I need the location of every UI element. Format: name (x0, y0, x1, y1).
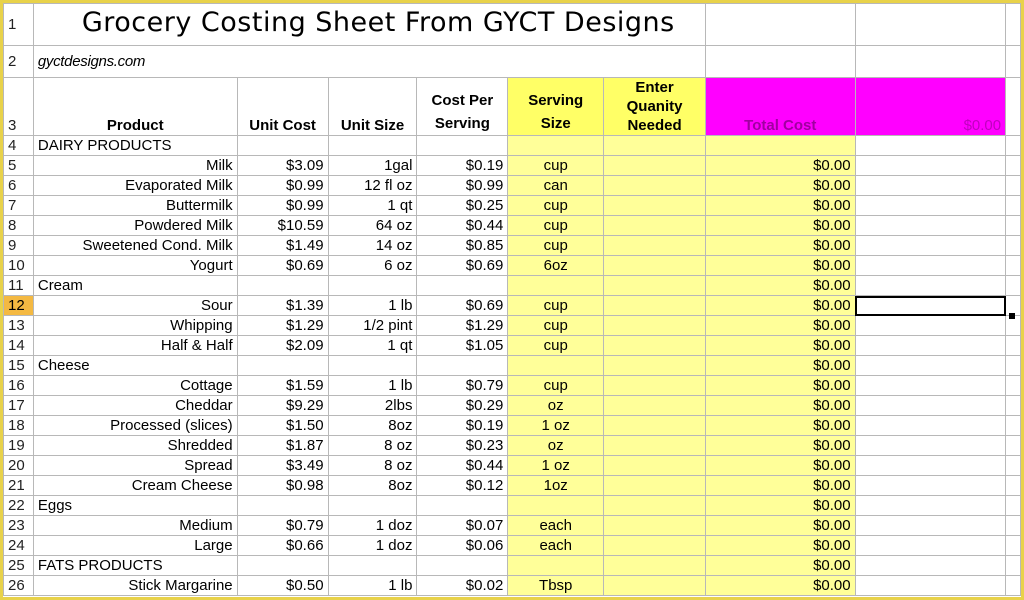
row-header[interactable]: 11 (4, 276, 34, 296)
cell-unit-size[interactable]: 8 oz (328, 436, 417, 456)
cell[interactable] (1006, 496, 1021, 516)
cell-unit-size[interactable]: 14 oz (328, 236, 417, 256)
header-cost-per-serving[interactable]: Cost Per Serving (417, 78, 508, 136)
cell[interactable] (1006, 376, 1021, 396)
total-cost-value[interactable]: $0.00 (855, 78, 1006, 136)
cell-unit-cost[interactable]: $0.66 (237, 536, 328, 556)
cell-product[interactable]: Cream Cheese (33, 476, 237, 496)
cell[interactable] (855, 556, 1006, 576)
row-header[interactable]: 22 (4, 496, 34, 516)
cell-cost-per-serving[interactable]: $0.19 (417, 416, 508, 436)
cell-product[interactable]: Half & Half (33, 336, 237, 356)
cell[interactable] (855, 456, 1006, 476)
row-header[interactable]: 20 (4, 456, 34, 476)
cell-product[interactable]: Medium (33, 516, 237, 536)
cell[interactable] (1006, 576, 1021, 596)
cell-unit-size[interactable]: 1 qt (328, 196, 417, 216)
cell-serving-size[interactable]: cup (508, 156, 604, 176)
cell-unit-size[interactable]: 1 lb (328, 296, 417, 316)
row-header[interactable]: 12 (4, 296, 34, 316)
cell-cost-per-serving[interactable]: $0.29 (417, 396, 508, 416)
cell-serving-size[interactable] (508, 556, 604, 576)
cell[interactable] (1006, 276, 1021, 296)
cell[interactable] (855, 276, 1006, 296)
table-row (4, 156, 1021, 176)
row-header[interactable]: 9 (4, 236, 34, 256)
cell-serving-size[interactable] (508, 356, 604, 376)
cell-unit-cost[interactable] (237, 136, 328, 156)
row-header[interactable]: 23 (4, 516, 34, 536)
row-header[interactable]: 7 (4, 196, 34, 216)
quantity-input[interactable] (604, 336, 706, 356)
selection-fill-handle[interactable] (1009, 313, 1015, 319)
cell-cost-per-serving[interactable]: $0.44 (417, 216, 508, 236)
cell-unit-cost[interactable] (237, 356, 328, 376)
cell-serving-size[interactable]: oz (508, 436, 604, 456)
quantity-input[interactable] (604, 256, 706, 276)
sheet-title: Grocery Costing Sheet From GYCT Designs (81, 7, 675, 38)
header-enter-quantity[interactable]: Enter Quanity Needed (604, 78, 706, 136)
header-product[interactable]: Product (33, 78, 237, 136)
cell[interactable] (1006, 4, 1021, 46)
cell-unit-cost[interactable]: $1.87 (237, 436, 328, 456)
header-serving-size[interactable]: Serving Size (508, 78, 604, 136)
cell-total-cost[interactable]: $0.00 (705, 516, 855, 536)
cell[interactable] (1006, 516, 1021, 536)
cell[interactable] (1006, 256, 1021, 276)
table-row (4, 436, 1021, 456)
cell-unit-cost[interactable]: $3.49 (237, 456, 328, 476)
category-row (4, 556, 1021, 576)
cell-unit-size[interactable]: 1 qt (328, 336, 417, 356)
cell-unit-size[interactable] (328, 276, 417, 296)
table-row (4, 336, 1021, 356)
cell[interactable] (1006, 336, 1021, 356)
quantity-input[interactable] (604, 296, 706, 316)
cell[interactable] (855, 436, 1006, 456)
row-header[interactable]: 25 (4, 556, 34, 576)
cell-serving-size[interactable]: can (508, 176, 604, 196)
table-row (4, 196, 1021, 216)
cell-total-cost[interactable]: $0.00 (705, 456, 855, 476)
quantity-input[interactable] (604, 136, 706, 156)
cell-unit-cost[interactable]: $0.99 (237, 176, 328, 196)
cell[interactable] (855, 396, 1006, 416)
table-row (4, 316, 1021, 336)
cell-unit-size[interactable]: 6 oz (328, 256, 417, 276)
cell-product[interactable]: Buttermilk (33, 196, 237, 216)
row-header[interactable]: 3 (4, 78, 34, 136)
category-label[interactable]: DAIRY PRODUCTS (33, 136, 237, 156)
quantity-input[interactable] (604, 516, 706, 536)
row-header[interactable]: 4 (4, 136, 34, 156)
cell-serving-size[interactable] (508, 496, 604, 516)
cell-serving-size[interactable]: cup (508, 216, 604, 236)
row-header[interactable]: 24 (4, 536, 34, 556)
row-header[interactable]: 6 (4, 176, 34, 196)
cell[interactable] (1006, 436, 1021, 456)
cell[interactable] (1006, 416, 1021, 436)
cell-total-cost[interactable]: $0.00 (705, 376, 855, 396)
quantity-input[interactable] (604, 176, 706, 196)
cell-total-cost[interactable]: $0.00 (705, 196, 855, 216)
row-header[interactable]: 15 (4, 356, 34, 376)
cell-cost-per-serving[interactable]: $0.12 (417, 476, 508, 496)
cell[interactable] (855, 256, 1006, 276)
cell-product[interactable]: Cottage (33, 376, 237, 396)
cell-product[interactable]: Powdered Milk (33, 216, 237, 236)
cell[interactable] (855, 536, 1006, 556)
cell-cost-per-serving[interactable]: $0.69 (417, 296, 508, 316)
cell-total-cost[interactable]: $0.00 (705, 336, 855, 356)
cell-cost-per-serving[interactable] (417, 276, 508, 296)
cell[interactable] (855, 416, 1006, 436)
cell-serving-size[interactable]: oz (508, 396, 604, 416)
cell-unit-size[interactable]: 12 fl oz (328, 176, 417, 196)
cell-total-cost[interactable]: $0.00 (705, 476, 855, 496)
cell[interactable] (705, 4, 855, 46)
cell[interactable] (855, 46, 1006, 78)
quantity-input[interactable] (604, 416, 706, 436)
cell-serving-size[interactable]: each (508, 516, 604, 536)
cell[interactable] (705, 46, 855, 78)
table-row (4, 576, 1021, 596)
quantity-input[interactable] (604, 456, 706, 476)
cell-cost-per-serving[interactable]: $0.79 (417, 376, 508, 396)
cell-cost-per-serving[interactable]: $0.07 (417, 516, 508, 536)
cell[interactable] (855, 476, 1006, 496)
table-row (4, 176, 1021, 196)
category-row (4, 356, 1021, 376)
cell-unit-cost[interactable]: $2.09 (237, 336, 328, 356)
cell[interactable] (1006, 78, 1021, 136)
cell-unit-cost[interactable]: $1.49 (237, 236, 328, 256)
cell[interactable] (855, 336, 1006, 356)
cell-cost-per-serving[interactable]: $1.29 (417, 316, 508, 336)
cell-serving-size[interactable]: cup (508, 196, 604, 216)
cell-unit-size[interactable]: 8 oz (328, 456, 417, 476)
cell-total-cost[interactable]: $0.00 (705, 156, 855, 176)
cell[interactable] (855, 176, 1006, 196)
row-header[interactable]: 5 (4, 156, 34, 176)
cell-total-cost[interactable]: $0.00 (705, 276, 855, 296)
cell-product[interactable]: Stick Margarine (33, 576, 237, 596)
cell[interactable] (1006, 356, 1021, 376)
cell-serving-size[interactable]: cup (508, 296, 604, 316)
cell-cost-per-serving[interactable]: $0.23 (417, 436, 508, 456)
cell[interactable] (855, 216, 1006, 236)
row-3-headers (4, 78, 1021, 136)
row-header[interactable]: 8 (4, 216, 34, 236)
category-label[interactable]: Eggs (33, 496, 237, 516)
cell-product[interactable]: Yogurt (33, 256, 237, 276)
quantity-input[interactable] (604, 216, 706, 236)
cell[interactable] (1006, 236, 1021, 256)
cell-unit-cost[interactable] (237, 556, 328, 576)
cell-unit-cost[interactable]: $0.50 (237, 576, 328, 596)
cell-unit-cost[interactable]: $0.99 (237, 196, 328, 216)
cell-cost-per-serving[interactable]: $0.44 (417, 456, 508, 476)
cell-serving-size[interactable]: 1oz (508, 476, 604, 496)
quantity-input[interactable] (604, 496, 706, 516)
cell-total-cost[interactable]: $0.00 (705, 576, 855, 596)
header-unit-size[interactable]: Unit Size (328, 78, 417, 136)
row-header[interactable]: 14 (4, 336, 34, 356)
cell-cost-per-serving[interactable] (417, 496, 508, 516)
table-row (4, 236, 1021, 256)
cell[interactable] (1006, 156, 1021, 176)
cell-product[interactable]: Sour (33, 296, 237, 316)
cell-product[interactable]: Spread (33, 456, 237, 476)
cell-cost-per-serving[interactable] (417, 136, 508, 156)
cell-unit-cost[interactable]: $3.09 (237, 156, 328, 176)
cell[interactable] (1006, 456, 1021, 476)
cell-unit-size[interactable]: 1 doz (328, 536, 417, 556)
table-row (4, 396, 1021, 416)
quantity-input[interactable] (604, 356, 706, 376)
cell-serving-size[interactable] (508, 136, 604, 156)
cell[interactable] (855, 196, 1006, 216)
cell[interactable] (1006, 216, 1021, 236)
cell-unit-cost[interactable] (237, 276, 328, 296)
spreadsheet-grid (3, 3, 1021, 596)
cell-cost-per-serving[interactable]: $0.85 (417, 236, 508, 256)
category-label[interactable]: FATS PRODUCTS (33, 556, 237, 576)
cell[interactable] (855, 496, 1006, 516)
cell[interactable] (1006, 196, 1021, 216)
cell-unit-size[interactable]: 2lbs (328, 396, 417, 416)
cell-serving-size[interactable]: cup (508, 236, 604, 256)
row-2 (4, 46, 1021, 78)
cell-total-cost[interactable]: $0.00 (705, 496, 855, 516)
quantity-input[interactable] (604, 276, 706, 296)
cell-unit-size[interactable]: 1gal (328, 156, 417, 176)
quantity-input[interactable] (604, 316, 706, 336)
header-unit-cost[interactable]: Unit Cost (237, 78, 328, 136)
cell-unit-size[interactable] (328, 356, 417, 376)
cell[interactable] (855, 356, 1006, 376)
cell[interactable] (1006, 46, 1021, 78)
cell-serving-size[interactable]: 6oz (508, 256, 604, 276)
cell-total-cost[interactable]: $0.00 (705, 316, 855, 336)
cell-serving-size[interactable]: 1 oz (508, 456, 604, 476)
cell[interactable] (1006, 556, 1021, 576)
row-header[interactable]: 17 (4, 396, 34, 416)
cell[interactable] (1006, 176, 1021, 196)
quantity-input[interactable] (604, 156, 706, 176)
cell-product[interactable]: Milk (33, 156, 237, 176)
row-header[interactable]: 21 (4, 476, 34, 496)
category-row (4, 276, 1021, 296)
cell-unit-cost[interactable]: $1.59 (237, 376, 328, 396)
cell[interactable] (855, 136, 1006, 156)
cell-serving-size[interactable]: Tbsp (508, 576, 604, 596)
quantity-input[interactable] (604, 536, 706, 556)
cell-serving-size[interactable]: cup (508, 336, 604, 356)
cell-serving-size[interactable] (508, 276, 604, 296)
cell-total-cost[interactable]: $0.00 (705, 356, 855, 376)
cell-cost-per-serving[interactable]: $0.69 (417, 256, 508, 276)
category-label[interactable]: Cream (33, 276, 237, 296)
quantity-input[interactable] (604, 576, 706, 596)
cell-total-cost[interactable]: $0.00 (705, 396, 855, 416)
cell[interactable] (1006, 536, 1021, 556)
row-header[interactable]: 16 (4, 376, 34, 396)
cell[interactable] (1006, 136, 1021, 156)
cell-product[interactable]: Shredded (33, 436, 237, 456)
cell-unit-cost[interactable]: $0.98 (237, 476, 328, 496)
cell[interactable] (855, 316, 1006, 336)
row-1 (4, 4, 1021, 46)
cell-cost-per-serving[interactable]: $0.19 (417, 156, 508, 176)
cell-cost-per-serving[interactable]: $1.05 (417, 336, 508, 356)
row-header[interactable]: 10 (4, 256, 34, 276)
cell-unit-size[interactable]: 8oz (328, 476, 417, 496)
table-row (4, 376, 1021, 396)
cell-unit-cost[interactable]: $1.39 (237, 296, 328, 316)
cell-total-cost[interactable]: $0.00 (705, 436, 855, 456)
cell[interactable] (855, 236, 1006, 256)
cell-total-cost[interactable]: $0.00 (705, 236, 855, 256)
cell-total-cost[interactable]: $0.00 (705, 536, 855, 556)
table-row (4, 296, 1021, 316)
cell-unit-size[interactable]: 1 doz (328, 516, 417, 536)
cell-total-cost[interactable]: $0.00 (705, 296, 855, 316)
row-header[interactable]: 26 (4, 576, 34, 596)
table-row (4, 516, 1021, 536)
quantity-input[interactable] (604, 436, 706, 456)
cell-product[interactable]: Evaporated Milk (33, 176, 237, 196)
cell-unit-size[interactable]: 1/2 pint (328, 316, 417, 336)
cell-unit-size[interactable]: 8oz (328, 416, 417, 436)
cell-cost-per-serving[interactable]: $0.99 (417, 176, 508, 196)
cell-cost-per-serving[interactable]: $0.02 (417, 576, 508, 596)
cell-unit-size[interactable]: 1 lb (328, 576, 417, 596)
quantity-input[interactable] (604, 476, 706, 496)
table-row (4, 216, 1021, 236)
cell-unit-size[interactable]: 64 oz (328, 216, 417, 236)
cell-unit-size[interactable]: 1 lb (328, 376, 417, 396)
cell-total-cost[interactable]: $0.00 (705, 256, 855, 276)
category-label[interactable]: Cheese (33, 356, 237, 376)
cell-unit-size[interactable] (328, 496, 417, 516)
table-row (4, 536, 1021, 556)
cell-product[interactable]: Whipping (33, 316, 237, 336)
row-header[interactable]: 2 (4, 46, 34, 78)
cell-total-cost[interactable]: $0.00 (705, 556, 855, 576)
quantity-input[interactable] (604, 236, 706, 256)
cell-unit-cost[interactable]: $1.50 (237, 416, 328, 436)
cell-unit-cost[interactable]: $9.29 (237, 396, 328, 416)
title-cell[interactable] (33, 4, 705, 46)
cell-unit-cost[interactable]: $0.79 (237, 516, 328, 536)
table-row (4, 456, 1021, 476)
row-header[interactable]: 19 (4, 436, 34, 456)
cell-cost-per-serving[interactable]: $0.25 (417, 196, 508, 216)
table-row (4, 256, 1021, 276)
cell-unit-cost[interactable] (237, 496, 328, 516)
category-row (4, 136, 1021, 156)
cell[interactable] (855, 516, 1006, 536)
cell-total-cost[interactable] (705, 136, 855, 156)
cell[interactable] (1006, 476, 1021, 496)
cell-cost-per-serving[interactable] (417, 356, 508, 376)
quantity-input[interactable] (604, 376, 706, 396)
cell-unit-cost[interactable]: $10.59 (237, 216, 328, 236)
cell-product[interactable]: Sweetened Cond. Milk (33, 236, 237, 256)
cell-total-cost[interactable]: $0.00 (705, 216, 855, 236)
category-row (4, 496, 1021, 516)
quantity-input[interactable] (604, 396, 706, 416)
cell-serving-size[interactable]: cup (508, 376, 604, 396)
cell-unit-size[interactable] (328, 136, 417, 156)
quantity-input[interactable] (604, 556, 706, 576)
cell-serving-size[interactable]: cup (508, 316, 604, 336)
cell-unit-size[interactable] (328, 556, 417, 576)
cell-total-cost[interactable]: $0.00 (705, 176, 855, 196)
quantity-input[interactable] (604, 196, 706, 216)
table-row (4, 416, 1021, 436)
cell[interactable] (1006, 396, 1021, 416)
cell-unit-cost[interactable]: $0.69 (237, 256, 328, 276)
cell-unit-cost[interactable]: $1.29 (237, 316, 328, 336)
header-total-cost[interactable]: Total Cost (705, 78, 855, 136)
row-header[interactable]: 18 (4, 416, 34, 436)
selected-cell[interactable] (855, 296, 1006, 316)
cell[interactable] (855, 376, 1006, 396)
cell-product[interactable]: Large (33, 536, 237, 556)
cell[interactable] (855, 576, 1006, 596)
table-row (4, 476, 1021, 496)
cell-serving-size[interactable]: 1 oz (508, 416, 604, 436)
cell-product[interactable]: Processed (slices) (33, 416, 237, 436)
cell-serving-size[interactable]: each (508, 536, 604, 556)
cell[interactable] (855, 156, 1006, 176)
site-text: gyctdesigns.com (37, 53, 146, 70)
row-header[interactable]: 1 (4, 4, 34, 46)
cell[interactable] (855, 4, 1006, 46)
cell-product[interactable]: Cheddar (33, 396, 237, 416)
cell-total-cost[interactable]: $0.00 (705, 416, 855, 436)
row-header[interactable]: 13 (4, 316, 34, 336)
cell-cost-per-serving[interactable]: $0.06 (417, 536, 508, 556)
cell-cost-per-serving[interactable] (417, 556, 508, 576)
site-cell[interactable] (33, 46, 705, 78)
